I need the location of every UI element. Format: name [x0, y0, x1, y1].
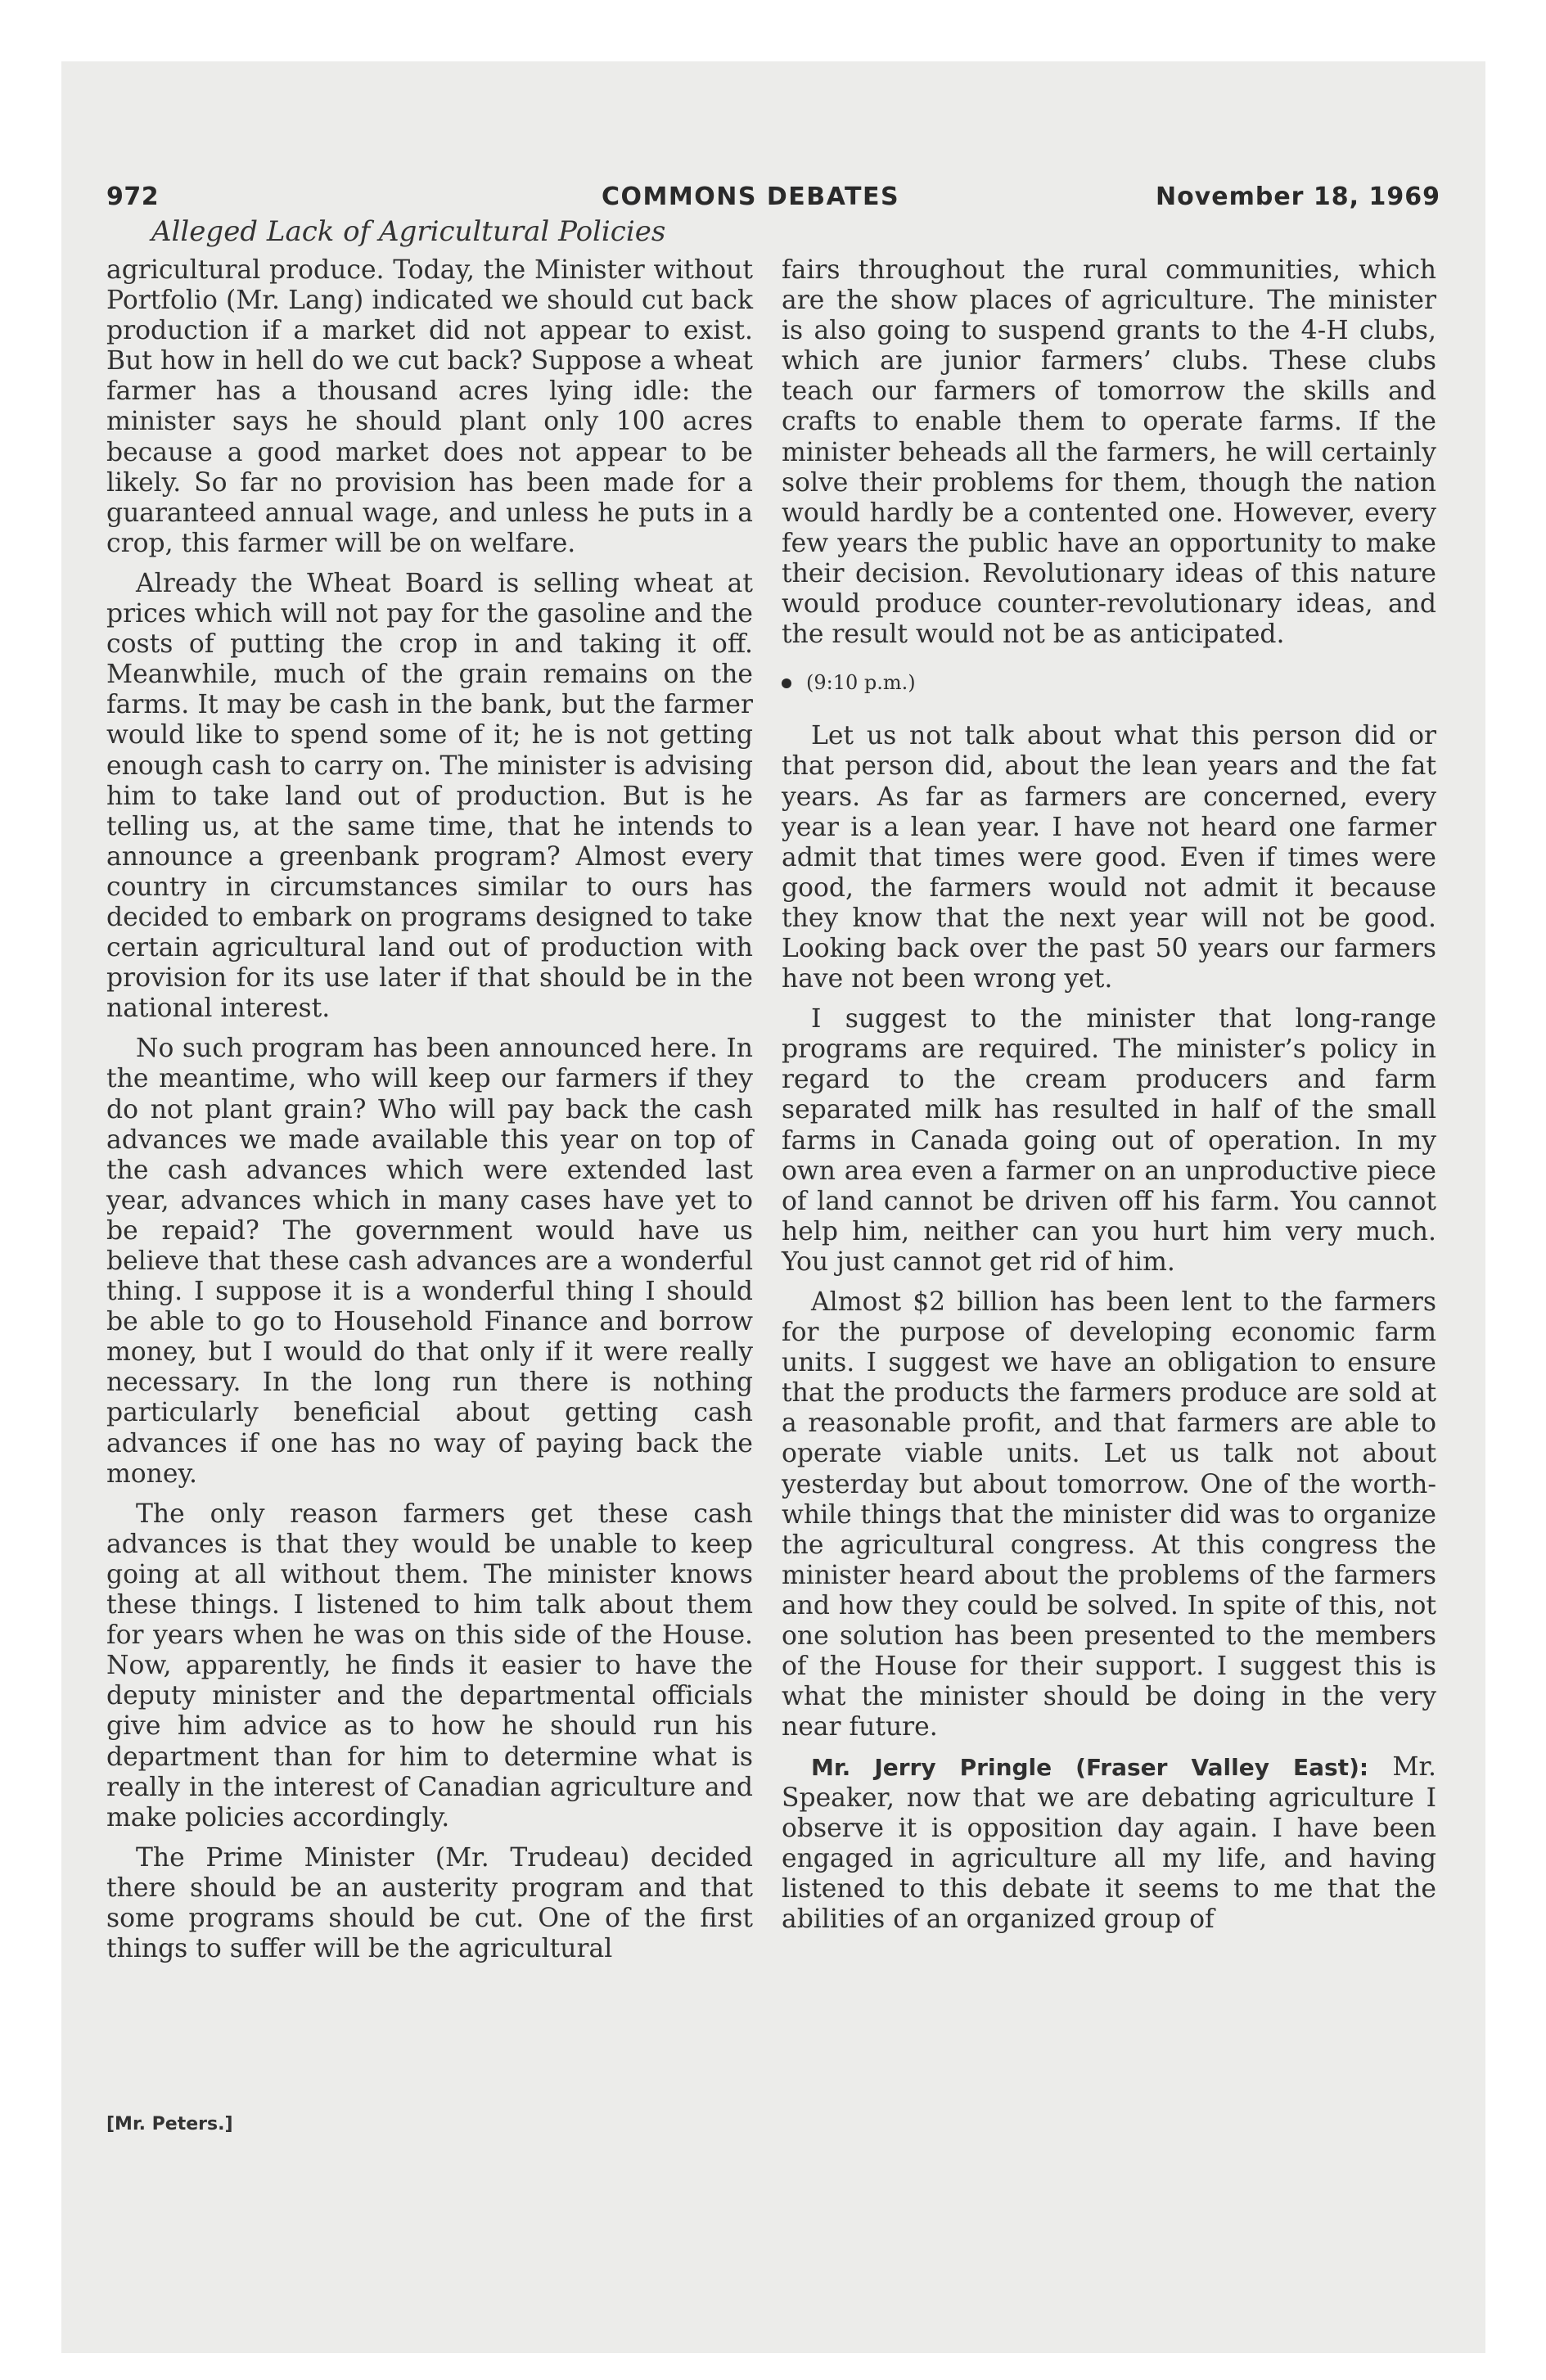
speaker-paragraph	[782, 1752, 1436, 1935]
paragraph: Let us not talk about what this person did or that person did, about the lean years and the fat years. As far as farmers are concerned, every year is a lean year. I have not heard one farmer admit that times were good. Even if times were good, the farmers would not admit it because they know that the next year will not be good. Looking back over the past 50 years our farmers have not been wrong yet.	[782, 721, 1436, 994]
paragraph: Already the Wheat Board is selling wheat at prices which will not pay for the gasoline and the costs of putting the crop in and taking it off. Meanwhile, much of the grain remains on the farms. It may be cash in the bank, but the farmer would like to spend some of it; he is not getting enough cash to carry on. The minister is advising him to take land out of production. But is he telling us, at the same time, that he intends to announce a greenbank program? Almost every country in circumstances similar to ours has decided to embark on programs designed to take certain agricultural land out of production with provision for its use later if that should be in the national interest.	[106, 568, 753, 1024]
time-marker-text: (9:10 p.m.)	[806, 671, 916, 695]
publication-title: COMMONS DEBATES	[602, 183, 900, 211]
publication-date: November 18, 1969	[1155, 183, 1440, 211]
bullet-icon	[782, 678, 791, 688]
speaker-reference: [Mr. Peters.]	[106, 2114, 233, 2134]
paragraph: I suggest to the minister that long-range programs are required. The minister’s policy in regard to the cream producers and farm separated milk has resulted in half of the small farms in Canada going out of operation. In my own area even a farmer on an unproductive piece of land cannot be driven off his farm. You cannot help him, neither can you hurt him very much. You just cannot get rid of him.	[782, 1004, 1436, 1277]
time-marker	[782, 668, 1436, 698]
paragraph: The Prime Minister (Mr. Trudeau) decided there should be an austerity program and that some programs should be cut. One of the first things to suffer will be the agricultural	[106, 1842, 753, 1964]
paragraph: The only reason farmers get these cash advances is that they would be unable to keep going at all without them. The minister knows these things. I listened to him talk about them for years when he was on this side of the House. Now, apparently, he finds it easier to have the deputy minister and the departmental officials give him advice as to how he should run his department than for him to determine what is really in the interest of Canadian agriculture and make policies accordingly.	[106, 1499, 753, 1832]
left-column	[106, 255, 753, 1974]
paragraph: Almost $2 billion has been lent to the farmers for the purpose of developing economic farm units. I suggest we have an obligation to ensure that the products the farmers produce are sold at a reasonable profit, and that farmers are able to operate viable units. Let us talk not about yesterday but about tomorrow. One of the worth-while things that the minister did was to organize the agricultural congress. At this congress the minister heard about the problems of the farmers and how they could be solved. In spite of this, not one solution has been presented to the members of the House for their support. I suggest this is what the minister should be doing in the very near future.	[782, 1287, 1436, 1742]
paragraph: agricultural produce. Today, the Minister without Portfolio (Mr. Lang) indicated we should cut back production if a market did not appear to exist. But how in hell do we cut back? Suppose a wheat farmer has a thousand acres lying idle: the minister says he should plant only 100 acres because a good market does not appear to be likely. So far no provision has been made for a guaranteed annual wage, and unless he puts in a crop, this farmer will be on welfare.	[106, 255, 753, 558]
speaker-name: Mr. Jerry Pringle (Fraser Valley East):	[811, 1754, 1369, 1782]
page-number: 972	[106, 183, 160, 211]
paragraph: No such program has been announced here. In the meantime, who will keep our farmers if they do not plant grain? Who will pay back the cash advances we made available this year on top of the cash advances which were extended last year, advances which in many cases have yet to be repaid? The government would have us believe that these cash advances are a wonderful thing. I suppose it is a wonderful thing I should be able to go to Household Finance and borrow money, but I would do that only if it were really necessary. In the long run there is nothing particularly beneficial about getting cash advances if one has no way of paying back the money.	[106, 1034, 753, 1489]
paragraph: fairs throughout the rural communities, which are the show places of agriculture. The minister is also going to suspend grants to the 4-H clubs, which are junior farmers’ clubs. These clubs teach our farmers of tomorrow the skills and crafts to enable them to operate farms. If the minister beheads all the farmers, he will certainly solve their problems for them, though the nation would hardly be a contented one. However, every few years the public have an opportunity to make their decision. Revolutionary ideas of this nature would produce counter-revolutionary ideas, and the result would not be as anticipated.	[782, 255, 1436, 650]
page-header	[106, 183, 1440, 219]
right-column	[782, 255, 1436, 1945]
section-subheading: Alleged Lack of Agricultural Policies	[151, 215, 666, 248]
speaker-text: Mr. Speaker, now that we are debating agriculture I observe it is opposition day again. I have been engaged in agriculture all my life, and having listened to this debate it seems to me that the abilities of an organized group of	[782, 1752, 1436, 1934]
